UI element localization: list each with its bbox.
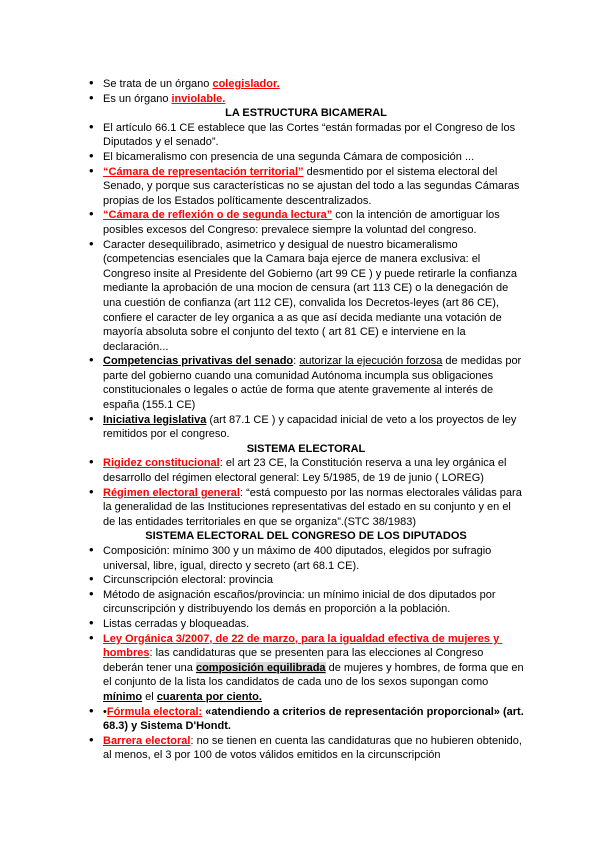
bullet-item <box>88 410 524 442</box>
bullet-icon: • <box>89 585 94 601</box>
text-run: : “está compuesto por las normas electorales válidas para la generalidad de las Instituciones representativas del estado en su conjunto y en el de las entidades territoriales en que se organiza”.(STC 38/1983) <box>103 486 525 528</box>
bullet-item <box>88 162 524 209</box>
bullet-icon: • <box>89 89 94 105</box>
bullet-icon: • <box>89 118 94 134</box>
text-run: desmentido por el sistema electoral del Senado, y porque sus características no se ajustan del todo a las segundas Cámaras propias de los Estados políticamente descentralizados. <box>103 165 523 207</box>
bullet-item <box>88 483 525 530</box>
text-run: : <box>293 355 300 368</box>
bullet-text <box>103 414 519 441</box>
bullet-icon: • <box>89 235 94 251</box>
text-run: Rigidez constitucional <box>103 457 220 470</box>
text-run: Iniciativa legislativa <box>103 413 207 426</box>
text-run: El artículo 66.1 CE establece que las Cortes “están formadas por el Congreso de los Diputados y el senado”. <box>103 121 519 149</box>
text-run: autorizar la ejecución forzosa <box>299 355 443 368</box>
text-run: cuarenta por ciento. <box>156 690 262 703</box>
text-run: Fórmula electoral: <box>106 705 203 718</box>
text-run: Listas cerradas y bloqueadas. <box>103 617 250 630</box>
bullet-icon: • <box>89 352 94 368</box>
bullet-text <box>103 122 518 149</box>
text-run: composición equilibrada <box>195 661 326 674</box>
bullet-text <box>103 239 520 353</box>
document-body <box>88 75 527 763</box>
bullet-item <box>88 147 524 165</box>
bullet-text <box>103 457 510 484</box>
text-run: Caracter desequilibrado, asimetrico y desigual de nuestro bicameralismo (competencias esenciales que la Camara baja ejerce de manera exclusiva: el Congreso insite al Presidente del Gobierno (art 99 CE ) y puede retirarle la confianza mediante la aprobación de una mocion de censura (art 113 CE) o la denegación de una cuestión de confianza (art 112 CE), convalida los Decretos-leyes (art 86 CE), confiere el caracter de ley organica a as que así decida mediante una votación de mayoría absoluta sobre el conjunto del texto ( art 81 CE) e interviene en la declaración... <box>103 238 521 353</box>
text-run: Método de asignación escaños/provincia: un mínimo inicial de dos diputados por circunscripción y distribuyendo los demás en proporción a la población. <box>103 588 499 616</box>
bullet-text <box>103 574 273 586</box>
bullet-icon: • <box>89 454 94 470</box>
bullet-icon: • <box>89 731 94 747</box>
text-run: el <box>142 690 157 703</box>
bullet-text <box>103 151 474 163</box>
bullet-item <box>88 208 524 237</box>
bullet-text <box>103 618 249 630</box>
bullet-icon: • <box>89 614 94 630</box>
text-run: mínimo <box>103 690 143 703</box>
bullet-text <box>103 735 525 762</box>
bullet-icon: • <box>89 702 94 718</box>
bullet-text <box>103 78 280 90</box>
text-run: • <box>103 705 107 718</box>
bullet-icon: • <box>89 410 94 426</box>
text-run: Ley Orgánica 3/2007, de 22 de marzo, para la igualdad efectiva de mujeres y hombres <box>103 632 503 660</box>
text-run: de medidas por parte del gobierno cuando una comunidad Autónoma incumpla sus obligaciones constitucionales o legales o actúe de forma que atente gravemente al interés de españa (155.1 CE) <box>103 355 525 412</box>
section-heading: LA ESTRUCTURA BICAMERAL <box>225 107 387 120</box>
bullet-icon: • <box>89 75 94 90</box>
bullet-icon: • <box>89 162 94 178</box>
bullet-item <box>88 544 524 573</box>
bullet-text <box>103 633 527 703</box>
text-run: Circunscripción electoral: provincia <box>103 574 273 587</box>
bullet-item <box>88 77 524 92</box>
bullet-item <box>88 614 524 632</box>
bullet-icon: • <box>89 206 94 222</box>
text-run: “Cámara de reflexión o de segunda lectura” <box>103 209 333 222</box>
bullet-icon: • <box>89 542 94 557</box>
text-run: : las candidaturas que se presenten para las elecciones al Congreso deberán tener una <box>103 647 487 674</box>
bullet-icon: • <box>89 147 94 163</box>
text-run: (art 87.1 CE ) y capacidad inicial de veto a los proyectos de ley remitidos por el congreso. <box>103 413 520 441</box>
text-run: Es un órgano <box>103 92 172 105</box>
text-run: Competencias privativas del senado <box>103 355 294 368</box>
bullet-icon: • <box>89 629 94 645</box>
bullet-text <box>103 355 524 411</box>
bullet-icon: • <box>89 571 94 587</box>
section-heading: SISTEMA ELECTORAL <box>246 442 366 455</box>
text-run: Barrera electoral <box>103 734 191 747</box>
bullet-item <box>88 731 525 763</box>
text-run: con la intención de amortiguar los posibles excesos del Congreso: prevalece siempre la voluntad del congreso. <box>103 209 503 236</box>
text-run: de mujeres y hombres, de forma que en el conjunto de la lista los candidatos de cada uno de los sexos supongan como <box>103 661 527 689</box>
bullet-icon: • <box>89 483 94 499</box>
text-run: El bicameralismo con presencia de una segunda Cámara de composición ... <box>103 150 475 163</box>
bullet-text <box>103 706 527 733</box>
bullet-text <box>103 545 494 572</box>
text-run: colegislador. <box>212 78 280 90</box>
section-heading: SISTEMA ELECTORAL DEL CONGRESO DE LOS DIPUTADOS <box>145 530 467 543</box>
bullet-item <box>88 235 524 355</box>
bullet-item <box>88 702 527 734</box>
text-run: Composición: mínimo 300 y un máximo de 400 diputados, elegidos por sufragio universal, libre, igual, directo y secreto (art 68.1 CE). <box>103 545 495 572</box>
text-run: : el art 23 CE, la Constitución reserva a una ley orgánica el desarrollo del régimen electoral general: Ley 5/1985, de 19 de junio ( LOREG) <box>103 457 510 485</box>
text-run: «atendiendo a criterios de representación proporcional» (art. 68.3) y Sistema D'Hondt. <box>103 705 527 733</box>
bullet-text <box>103 166 522 207</box>
text-run: : no se tienen en cuenta las candidaturas que no hubieren obtenido, al menos, el 3 por 100 de votos válidos emitidos en la circunscripción <box>103 734 525 762</box>
text-run: Régimen electoral general <box>103 486 240 499</box>
bullet-item <box>88 354 524 412</box>
bullet-item <box>88 585 524 617</box>
bullet-item <box>88 573 524 588</box>
bullet-item <box>88 89 524 107</box>
bullet-text <box>103 209 503 236</box>
bullet-item <box>88 456 524 485</box>
bullet-item <box>88 629 527 705</box>
bullet-text <box>103 487 525 528</box>
text-run: inviolable. <box>171 92 226 105</box>
bullet-text <box>103 93 225 105</box>
text-run: Se trata de un órgano <box>103 78 213 90</box>
bullet-text <box>103 589 499 616</box>
text-run: “Cámara de representación territorial” <box>103 165 304 178</box>
bullet-item <box>88 118 524 150</box>
